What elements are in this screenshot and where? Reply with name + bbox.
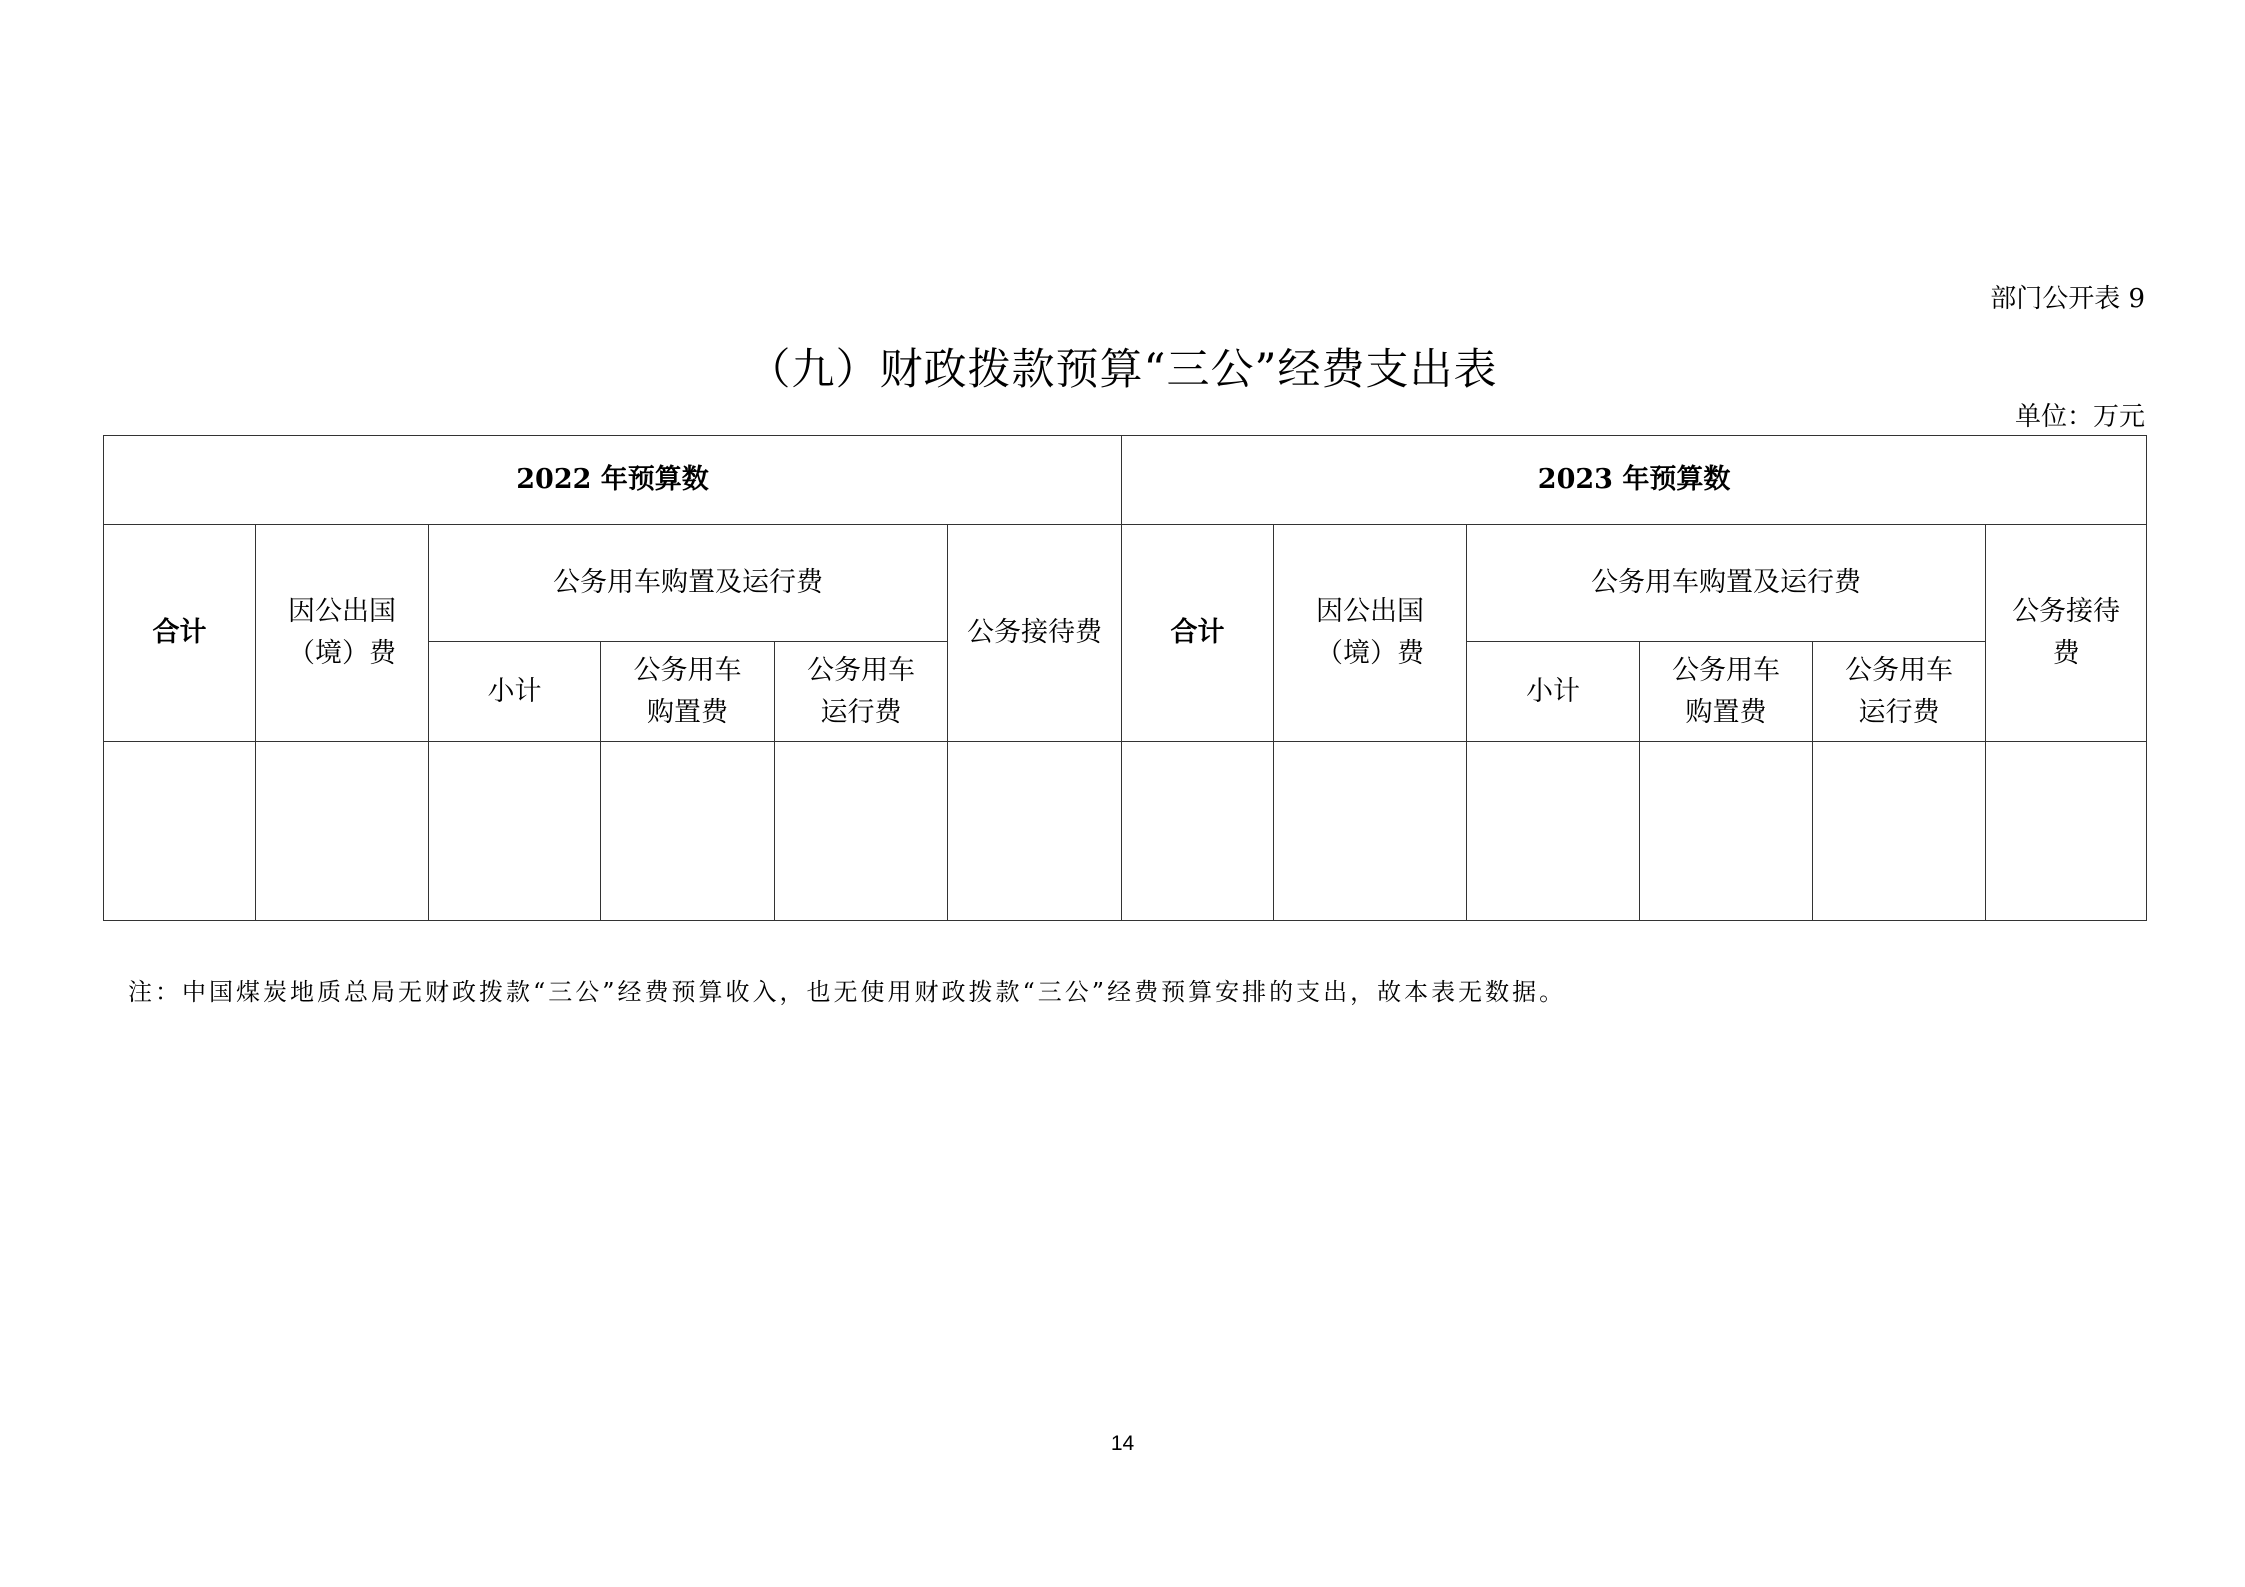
data-cell: [429, 742, 601, 921]
subtotal-header-2022: 小计: [429, 642, 601, 742]
abroad-header-2023: [1274, 525, 1467, 742]
car-running-header-2022: [775, 642, 948, 742]
data-cell: [104, 742, 256, 921]
car-running-header-2023-text: 公务用车运行费: [1845, 654, 1954, 728]
total-header-2023: 合计: [1122, 525, 1274, 742]
abroad-header-2022: [256, 525, 429, 742]
car-running-header-2022-text: 公务用车运行费: [807, 654, 915, 728]
car-group-header-2022: 公务用车购置及运行费: [429, 525, 948, 642]
year-2023-header: 2023 年预算数: [1122, 436, 2147, 525]
table-number: 部门公开表 9: [1990, 284, 2145, 314]
reception-header-2022: 公务接待费: [948, 525, 1122, 742]
subtotal-header-2023: 小计: [1467, 642, 1640, 742]
reception-header-2023-text: 公务接待费: [2012, 596, 2121, 669]
year-2022-header: 2022 年预算数: [104, 436, 1122, 525]
data-cell: [1122, 742, 1274, 921]
data-cell: [601, 742, 775, 921]
car-purchase-header-2022-text: 公务用车购置费: [633, 654, 742, 728]
unit-label: 单位：万元: [2014, 402, 2145, 432]
abroad-header-2022-text: 因公出国（境）费: [288, 596, 396, 669]
footnote: 注：中国煤炭地质总局无财政拨款“三公”经费预算收入，也无使用财政拨款“三公”经费预算安排的支出，故本表无数据。: [128, 978, 1567, 1006]
car-group-header-2023: 公务用车购置及运行费: [1467, 525, 1986, 642]
data-cell: [256, 742, 429, 921]
data-row: [104, 742, 2147, 921]
car-purchase-header-2022: [601, 642, 775, 742]
budget-table: [103, 435, 2147, 921]
page-number: 14: [1110, 1432, 1135, 1455]
total-header-2022: 合计: [104, 525, 256, 742]
data-cell: [1467, 742, 1640, 921]
page-title: （九）财政拨款预算“三公”经费支出表: [747, 345, 1498, 395]
abroad-header-2023-text: 因公出国（境）费: [1316, 596, 1425, 669]
year-header-row: [104, 436, 2147, 525]
data-cell: [1640, 742, 1813, 921]
column-header-row: [104, 525, 2147, 642]
data-cell: [1986, 742, 2147, 921]
car-purchase-header-2023-text: 公务用车购置费: [1672, 654, 1781, 728]
data-cell: [948, 742, 1122, 921]
car-purchase-header-2023: [1640, 642, 1813, 742]
data-cell: [1813, 742, 1986, 921]
data-cell: [775, 742, 948, 921]
reception-header-2023: [1986, 525, 2147, 742]
car-running-header-2023: [1813, 642, 1986, 742]
data-cell: [1274, 742, 1467, 921]
